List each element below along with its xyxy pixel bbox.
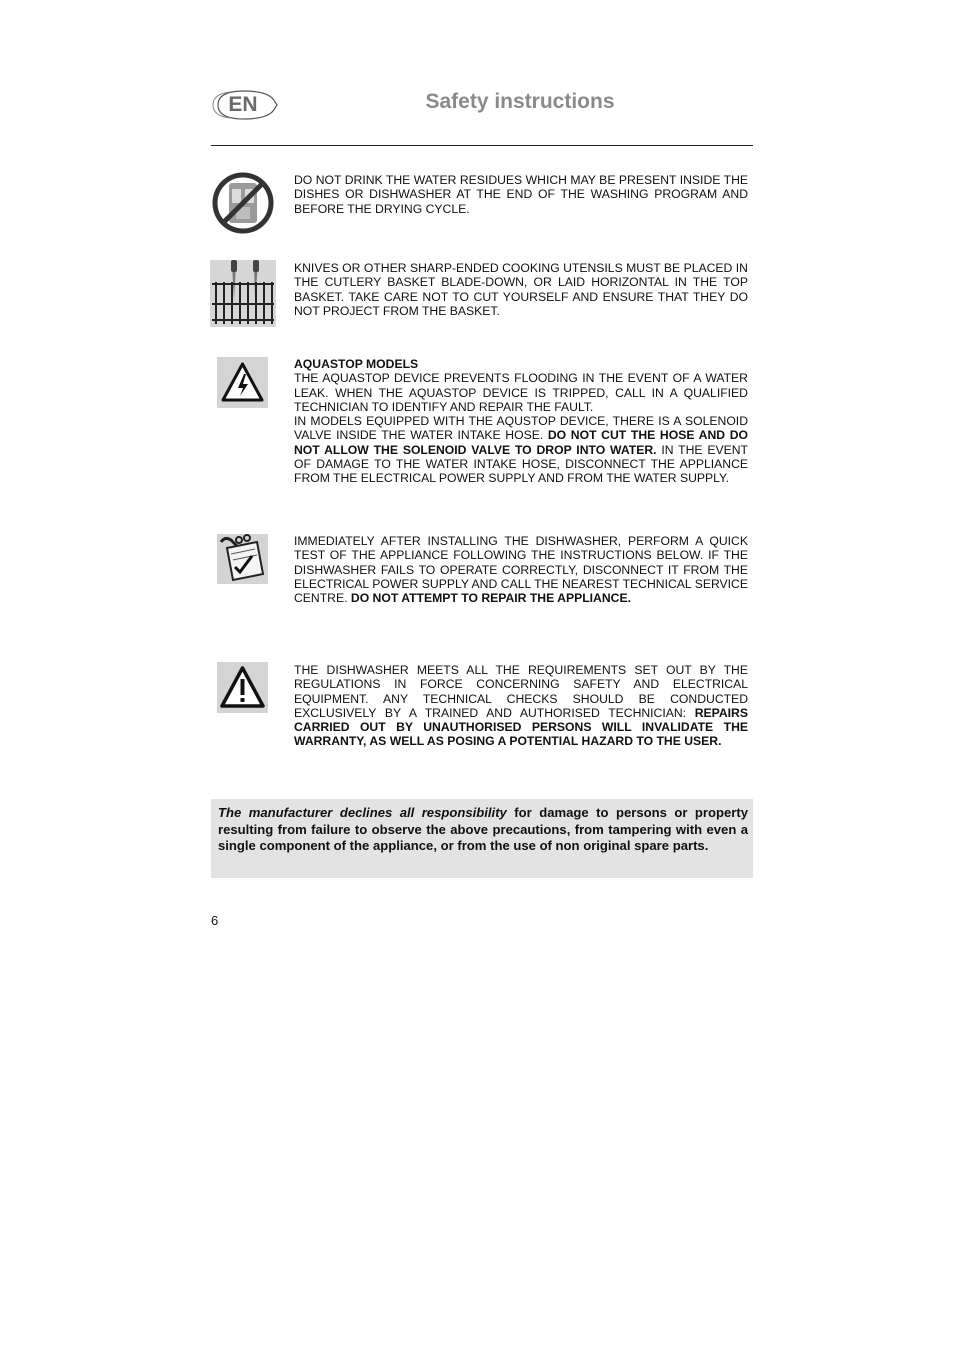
disclaimer-box: [211, 799, 753, 878]
normal-text: IN MODELS EQUIPPED WITH THE AQUSTOP DEVICE, THERE IS A SOLENOID VALVE INSIDE THE WATER INTAKE HOSE.: [294, 414, 748, 443]
electrical-hazard-icon: [217, 357, 268, 408]
normal-text: IN THE EVENT OF DAMAGE TO THE WATER INTAKE HOSE, DISCONNECT THE APPLIANCE FROM THE ELECTRICAL POWER SUPPLY AND FROM THE WATER SUPPLY.: [294, 442, 748, 486]
section-paragraph: [294, 663, 748, 749]
section-paragraph: [294, 534, 748, 605]
checklist-icon: [217, 534, 268, 584]
warning-icon: [217, 662, 268, 713]
bold-warning: DO NOT ATTEMPT TO REPAIR THE APPLIANCE.: [350, 591, 631, 606]
section-heading: AQUASTOP MODELS: [294, 357, 419, 371]
bold-warning: REPAIRS CARRIED OUT BY UNAUTHORISED PERSONS WILL INVALIDATE THE WARRANTY, AS WELL AS POSING A POTENTIAL HAZARD TO THE USER.: [294, 705, 748, 749]
knives-in-basket-icon: [210, 260, 276, 327]
disclaimer-rest: for damage to persons or property resulting from failure to observe the above precautions, from tampering with even a single component of the appliance, or from the use of non original spare parts.: [218, 805, 748, 853]
language-badge: [210, 88, 278, 122]
header-divider: [211, 145, 753, 146]
page-number: 6: [211, 913, 219, 928]
disclaimer-text: [218, 805, 748, 855]
normal-text: IMMEDIATELY AFTER INSTALLING THE DISHWASHER, PERFORM A QUICK TEST OF THE APPLIANCE FOLLOWING THE INSTRUCTIONS BELOW. IF THE DISHWASHER FAILS TO OPERATE CORRECTLY, DISCONNECT IT FROM THE ELECTRICAL POWER SUPPLY AND CALL THE NEAREST TECHNICAL SERVICE CENTRE.: [294, 534, 748, 606]
disclaimer-lead: The manufacturer declines all responsibility: [218, 805, 507, 820]
section-drinking-water: [294, 173, 748, 216]
section-quick-test: [294, 534, 748, 605]
section-sharp-utensils: [294, 261, 748, 318]
section-paragraph: KNIVES OR OTHER SHARP-ENDED COOKING UTENSILS MUST BE PLACED IN THE CUTLERY BASKET BLADE-DOWN, OR LAID HORIZONTAL IN THE TOP BASKET. TAKE CARE NOT TO CUT YOURSELF AND ENSURE THAT THEY DO NOT PROJECT FROM THE BASKET.: [294, 261, 748, 318]
normal-text: THE DISHWASHER MEETS ALL THE REQUIREMENTS SET OUT BY THE REGULATIONS IN FORCE CONCERNING SAFETY AND ELECTRICAL EQUIPMENT. ANY TECHNICAL CHECKS SHOULD BE CONDUCTED EXCLUSIVELY BY A TRAINED AND AUTHORISED TECHNICIAN:: [294, 663, 748, 720]
bold-warning: DO NOT CUT THE HOSE AND DO NOT ALLOW THE SOLENOID VALVE TO DROP INTO WATER.: [294, 428, 748, 457]
section-paragraph: [294, 414, 748, 485]
section-paragraph: THE AQUASTOP DEVICE PREVENTS FLOODING IN THE EVENT OF A WATER LEAK. WHEN THE AQUASTOP DEVICE IS TRIPPED, CALL IN A QUALIFIED TECHNICIAN TO IDENTIFY AND REPAIR THE FAULT.: [294, 371, 748, 414]
section-regulations: [294, 663, 748, 749]
no-drinking-icon: [211, 171, 275, 235]
page-title: Safety instructions: [425, 90, 615, 113]
language-code: EN: [228, 93, 258, 116]
section-paragraph: DO NOT DRINK THE WATER RESIDUES WHICH MAY BE PRESENT INSIDE THE DISHES OR DISHWASHER AT THE END OF THE WASHING PROGRAM AND BEFORE THE DRYING CYCLE.: [294, 173, 748, 216]
section-aquastop: [294, 357, 748, 486]
